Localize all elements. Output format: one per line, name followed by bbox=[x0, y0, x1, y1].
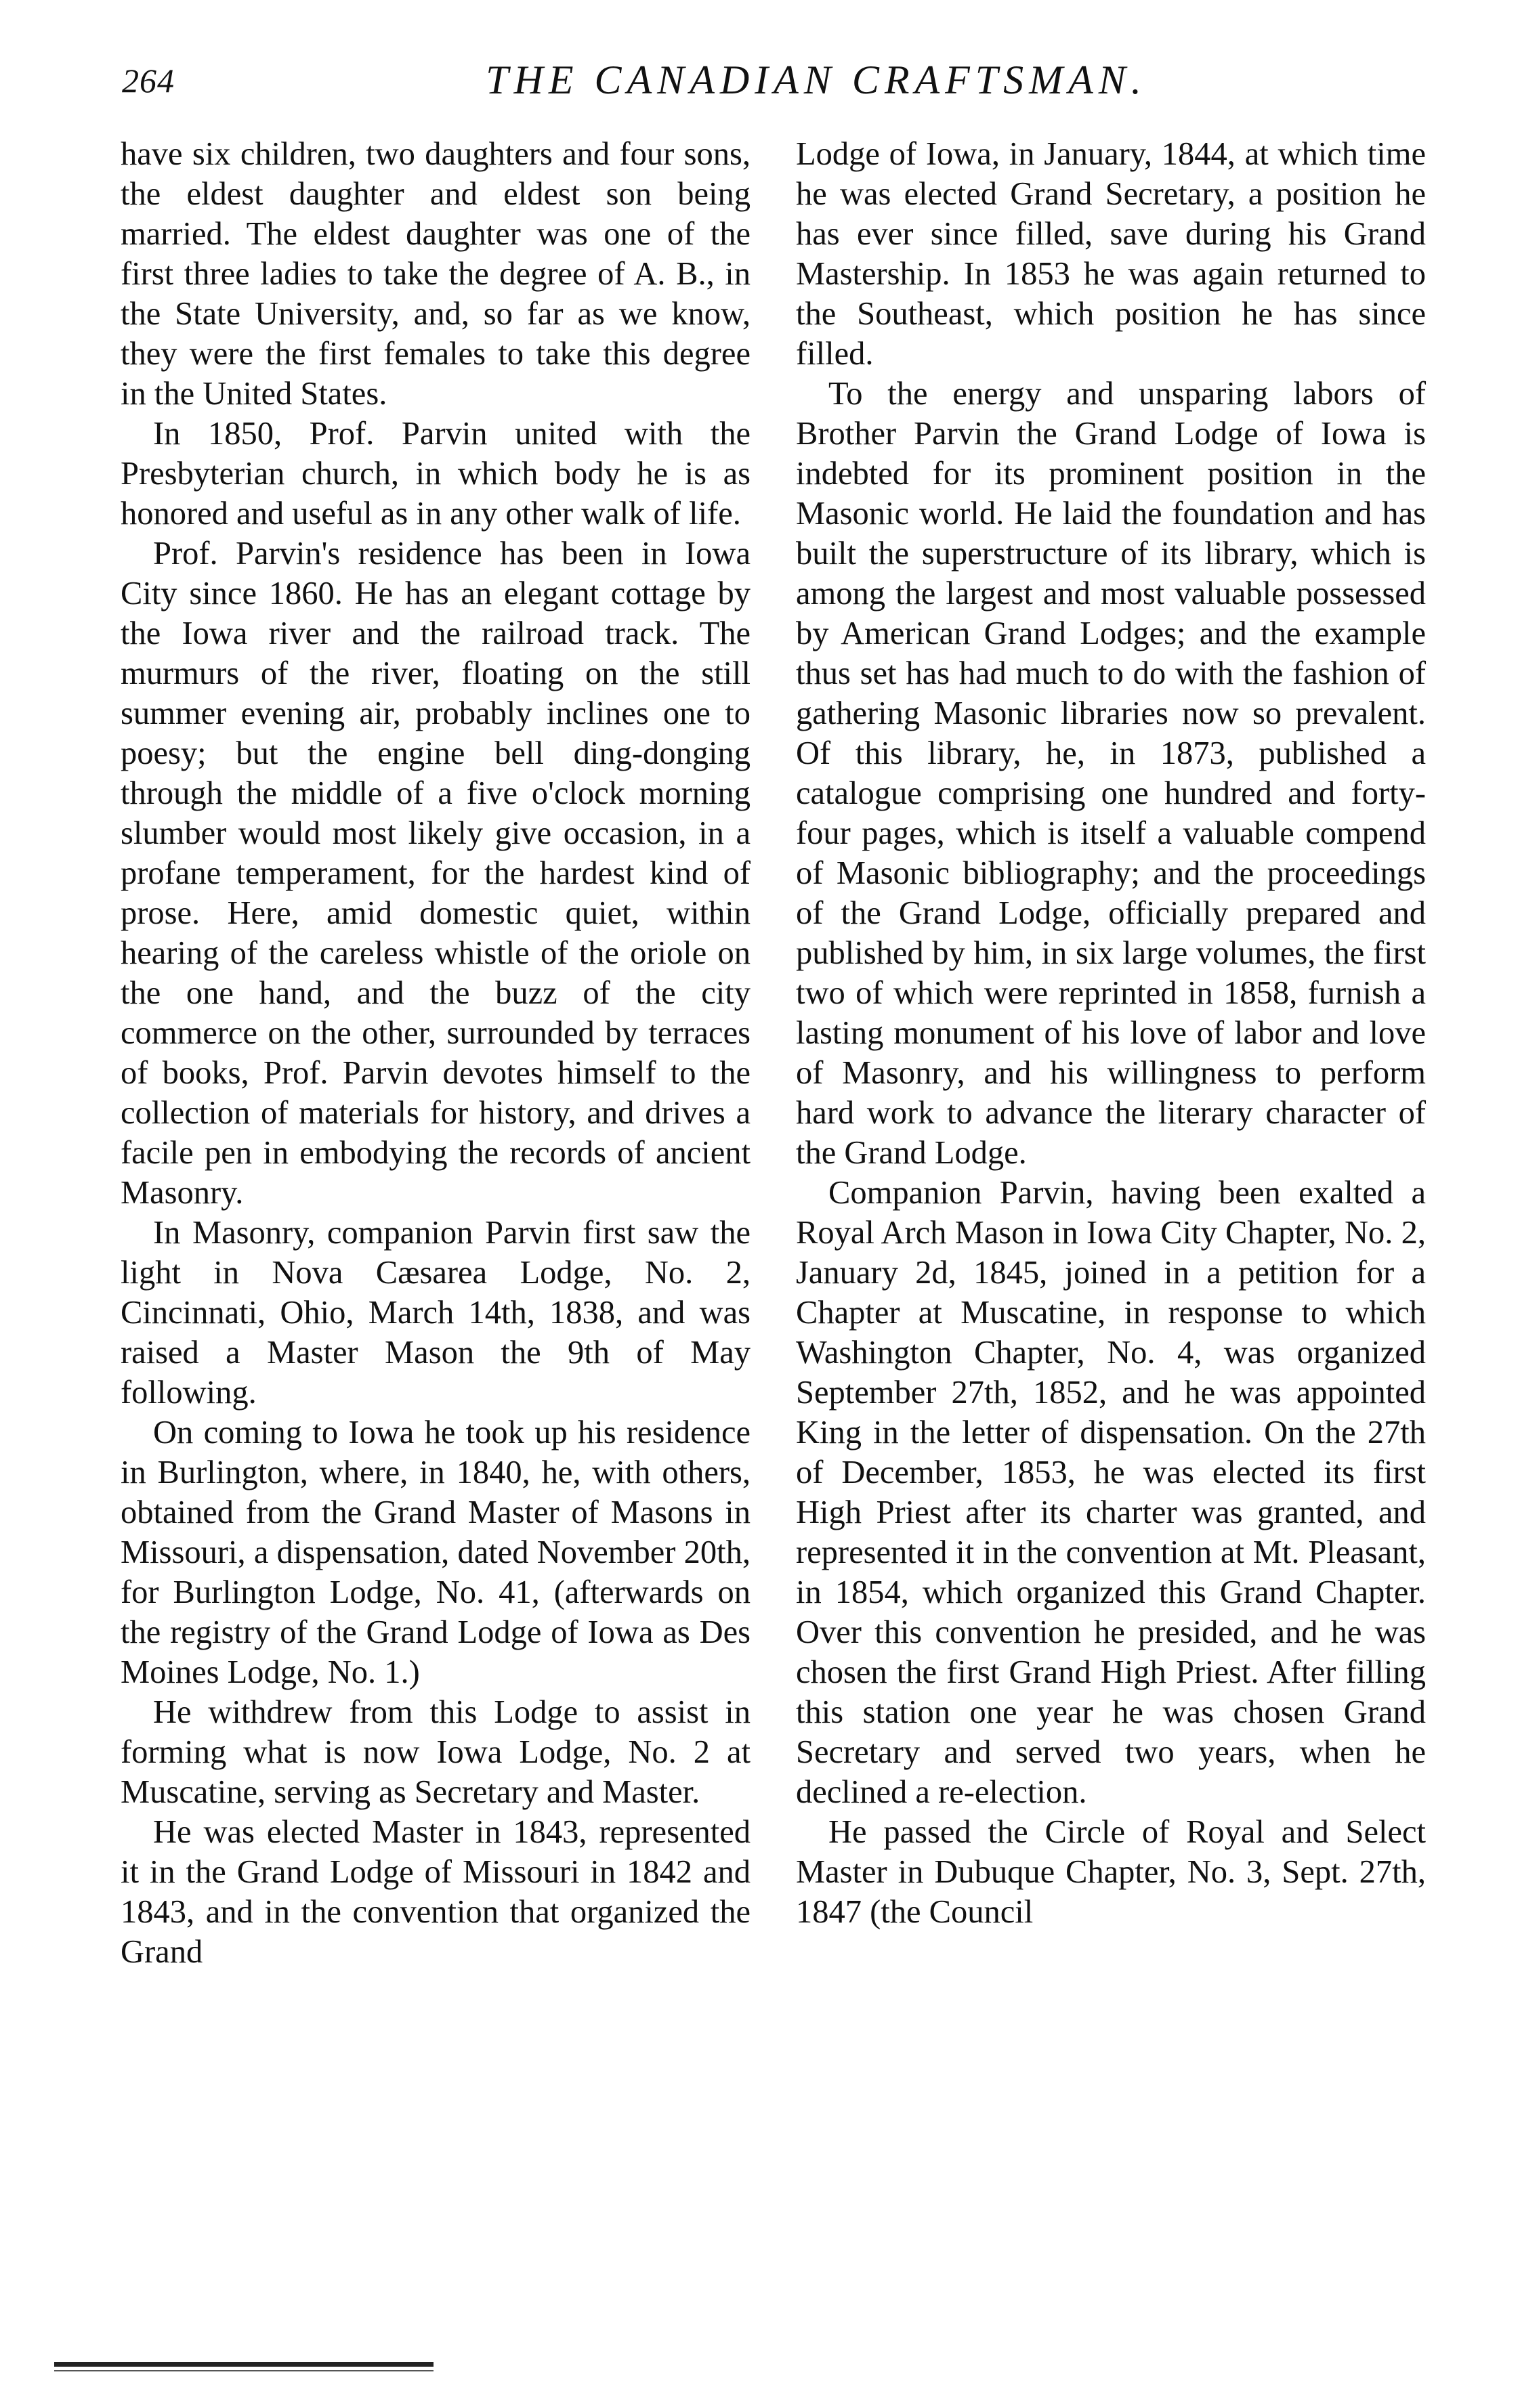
paragraph: Companion Parvin, having been exalted a Royal Arch Mason in Iowa City Chapter, No. 2, January 2d, 1845, joined in a petition for a Chapter at Muscatine, in response to which Washington Chapter, No. 4, was organized September 27th, 1852, and he was appointed King in the letter of dispensation. On the 27th of December, 1853, he was elected its first High Priest after its charter was granted, and represented it in the convention at Mt. Pleasant, in 1854, which organized this Grand Chapter. Over this convention he presided, and he was chosen the first Grand High Priest. After filling this station one year he was chosen Grand Secretary and served two years, when he declined a re-election. bbox=[796, 1175, 1426, 1810]
footer-rule bbox=[54, 2362, 434, 2367]
paragraph: have six children, two daughters and four sons, the eldest daughter and eldest son being married. The eldest daughter was one of the first three ladies to take the degree of A. B., in the State University, and, so far as we know, they were the first females to take this degree in the United States. bbox=[121, 136, 751, 412]
paragraph: He withdrew from this Lodge to assist in forming what is now Iowa Lodge, No. 2 at Muscatine, serving as Secretary and Master. bbox=[121, 1694, 751, 1810]
paragraph: In Masonry, companion Parvin first saw the light in Nova Cæsarea Lodge, No. 2, Cincinnati, Ohio, March 14th, 1838, and was raised a Master Mason the 9th of May following. bbox=[121, 1215, 751, 1411]
paragraph: In 1850, Prof. Parvin united with the Presbyterian church, in which body he is as honored and useful as in any other walk of life. bbox=[121, 416, 751, 532]
page-number: 264 bbox=[122, 62, 175, 100]
paragraph: On coming to Iowa he took up his residence in Burlington, where, in 1840, he, with others, obtained from the Grand Master of Masons in Missouri, a dispensation, dated November 20th, for Burlington Lodge, No. 41, (afterwards on the registry of the Grand Lodge of Iowa as Des Moines Lodge, No. 1.) bbox=[121, 1415, 751, 1690]
running-title: THE CANADIAN CRAFTSMAN. bbox=[486, 58, 1147, 102]
paragraph: Prof. Parvin's residence has been in Iowa City since 1860. He has an elegant cottage by the Iowa river and the railroad track. The murmurs of the river, floating on the still summer evening air, probably inclines one to poesy; but the engine bell ding-donging through the middle of a five o'clock morning slumber would most likely give occasion, in a profane temperament, for the hardest kind of prose. Here, amid domestic quiet, within hearing of the careless whistle of the oriole on the one hand, and the buzz of the city commerce on the other, surrounded by terraces of books, Prof. Parvin devotes himself to the collection of materials for history, and drives a facile pen in embodying the records of ancient Masonry. bbox=[121, 536, 751, 1211]
left-column bbox=[121, 134, 751, 1972]
footer-rule-thin bbox=[54, 2370, 434, 2371]
page-header bbox=[122, 47, 1422, 129]
paragraph: He passed the Circle of Royal and Select Master in Dubuque Chapter, No. 3, Sept. 27th, 1847 (the Council bbox=[796, 1814, 1426, 1930]
paragraph: He was elected Master in 1843, represented it in the Grand Lodge of Missouri in 1842 and 1843, and in the convention that organized the Grand bbox=[121, 1814, 751, 1970]
paragraph: To the energy and unsparing labors of Brother Parvin the Grand Lodge of Iowa is indebted for its prominent position in the Masonic world. He laid the foundation and has built the superstructure of its library, which is among the largest and most valuable possessed by American Grand Lodges; and the example thus set has had much to do with the fashion of gathering Masonic libraries now so prevalent. Of this library, he, in 1873, published a catalogue comprising one hundred and forty-four pages, which is itself a valuable compend of Masonic bibliography; and the proceedings of the Grand Lodge, officially prepared and published by him, in six large volumes, the first two of which were reprinted in 1858, furnish a lasting monument of his love of labor and love of Masonry, and his willingness to perform hard work to advance the literary character of the Grand Lodge. bbox=[796, 376, 1426, 1171]
right-column bbox=[796, 134, 1426, 1932]
paragraph: Lodge of Iowa, in January, 1844, at which time he was elected Grand Secretary, a position he has ever since filled, save during his Grand Mastership. In 1853 he was again returned to the Southeast, which position he has since filled. bbox=[796, 136, 1426, 372]
